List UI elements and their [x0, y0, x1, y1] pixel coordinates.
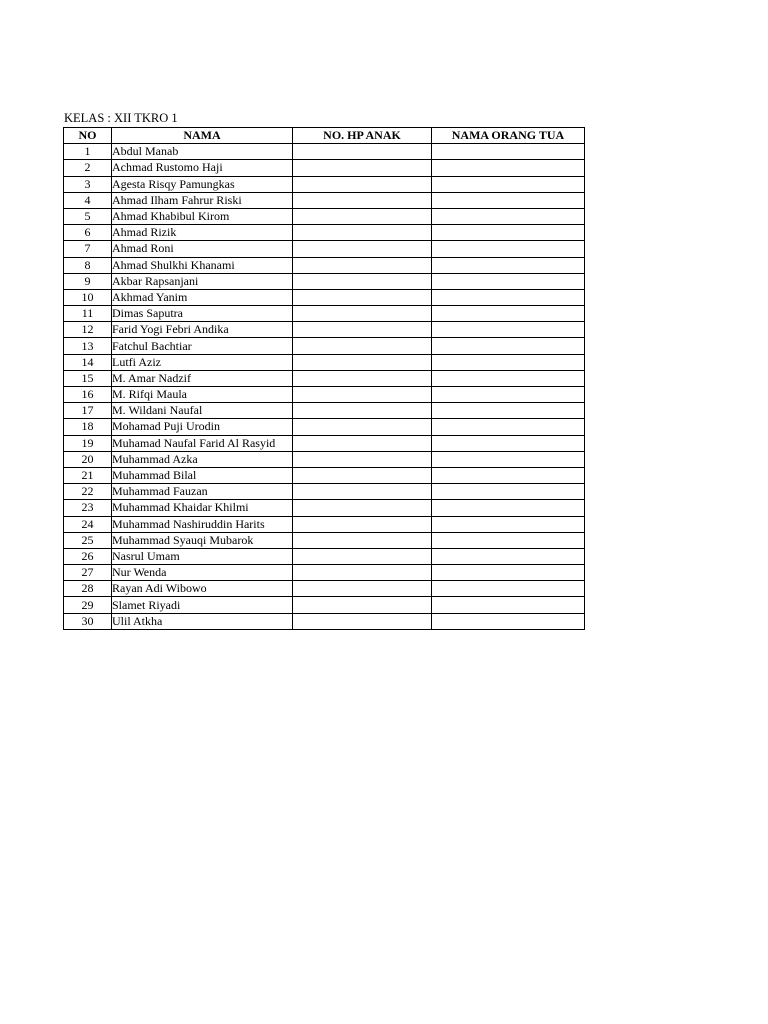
cell-hp-anak [293, 176, 432, 192]
cell-nama-orang-tua [432, 289, 585, 305]
cell-hp-anak [293, 451, 432, 467]
cell-no: 1 [64, 144, 112, 160]
table-row [64, 565, 585, 581]
table-row [64, 273, 585, 289]
header-no: NO [64, 128, 112, 144]
cell-no: 23 [64, 500, 112, 516]
cell-nama: Muhammad Bilal [112, 467, 293, 483]
table-row [64, 548, 585, 564]
cell-hp-anak [293, 225, 432, 241]
cell-no: 7 [64, 241, 112, 257]
cell-nama: Nasrul Umam [112, 548, 293, 564]
cell-no: 27 [64, 565, 112, 581]
table-row [64, 597, 585, 613]
table-row [64, 451, 585, 467]
cell-no: 2 [64, 160, 112, 176]
cell-nama: Akhmad Yanim [112, 289, 293, 305]
cell-no: 6 [64, 225, 112, 241]
cell-nama: Agesta Risqy Pamungkas [112, 176, 293, 192]
cell-no: 3 [64, 176, 112, 192]
cell-nama: Muhammad Azka [112, 451, 293, 467]
table-row [64, 484, 585, 500]
cell-no: 12 [64, 322, 112, 338]
header-nama-orang-tua: NAMA ORANG TUA [432, 128, 585, 144]
cell-hp-anak [293, 306, 432, 322]
cell-nama-orang-tua [432, 257, 585, 273]
table-row [64, 176, 585, 192]
cell-nama: M. Amar Nadzif [112, 370, 293, 386]
table-row [64, 354, 585, 370]
cell-hp-anak [293, 548, 432, 564]
header-nama: NAMA [112, 128, 293, 144]
table-row [64, 289, 585, 305]
table-row [64, 516, 585, 532]
cell-nama-orang-tua [432, 403, 585, 419]
cell-hp-anak [293, 257, 432, 273]
cell-nama-orang-tua [432, 548, 585, 564]
cell-nama: Farid Yogi Febri Andika [112, 322, 293, 338]
cell-no: 15 [64, 370, 112, 386]
cell-nama: Ahmad Rizik [112, 225, 293, 241]
cell-hp-anak [293, 613, 432, 629]
table-row [64, 370, 585, 386]
cell-hp-anak [293, 273, 432, 289]
class-label: KELAS : XII TKRO 1 [64, 111, 178, 125]
cell-nama-orang-tua [432, 516, 585, 532]
cell-nama: Dimas Saputra [112, 306, 293, 322]
table-row [64, 532, 585, 548]
cell-nama: Muhamad Naufal Farid Al Rasyid [112, 435, 293, 451]
cell-hp-anak [293, 500, 432, 516]
cell-hp-anak [293, 192, 432, 208]
cell-nama-orang-tua [432, 338, 585, 354]
cell-hp-anak [293, 241, 432, 257]
cell-hp-anak [293, 370, 432, 386]
table-row [64, 306, 585, 322]
cell-no: 10 [64, 289, 112, 305]
table-body [64, 144, 585, 630]
cell-hp-anak [293, 208, 432, 224]
cell-nama: Ahmad Khabibul Kirom [112, 208, 293, 224]
table-row [64, 241, 585, 257]
cell-no: 25 [64, 532, 112, 548]
cell-nama: Muhammad Fauzan [112, 484, 293, 500]
cell-hp-anak [293, 354, 432, 370]
cell-nama: Ahmad Shulkhi Khanami [112, 257, 293, 273]
table-row [64, 160, 585, 176]
cell-no: 14 [64, 354, 112, 370]
cell-no: 8 [64, 257, 112, 273]
cell-nama: Ahmad Ilham Fahrur Riski [112, 192, 293, 208]
cell-nama-orang-tua [432, 176, 585, 192]
cell-nama-orang-tua [432, 160, 585, 176]
cell-hp-anak [293, 516, 432, 532]
cell-nama-orang-tua [432, 241, 585, 257]
cell-nama-orang-tua [432, 208, 585, 224]
cell-nama-orang-tua [432, 451, 585, 467]
table-row [64, 419, 585, 435]
cell-no: 28 [64, 581, 112, 597]
table-row [64, 225, 585, 241]
table-row [64, 257, 585, 273]
cell-nama: Muhammad Nashiruddin Harits [112, 516, 293, 532]
cell-no: 26 [64, 548, 112, 564]
header-hp-anak: NO. HP ANAK [293, 128, 432, 144]
table-header-row [64, 128, 585, 144]
cell-nama: Akbar Rapsanjani [112, 273, 293, 289]
cell-nama-orang-tua [432, 565, 585, 581]
cell-no: 11 [64, 306, 112, 322]
table-row [64, 467, 585, 483]
cell-nama: Mohamad Puji Urodin [112, 419, 293, 435]
cell-nama-orang-tua [432, 387, 585, 403]
cell-nama: M. Wildani Naufal [112, 403, 293, 419]
table-row [64, 322, 585, 338]
cell-hp-anak [293, 467, 432, 483]
cell-hp-anak [293, 403, 432, 419]
cell-hp-anak [293, 338, 432, 354]
cell-nama-orang-tua [432, 484, 585, 500]
cell-no: 29 [64, 597, 112, 613]
cell-no: 22 [64, 484, 112, 500]
cell-nama: M. Rifqi Maula [112, 387, 293, 403]
cell-hp-anak [293, 160, 432, 176]
cell-hp-anak [293, 581, 432, 597]
table-row [64, 192, 585, 208]
table-row [64, 581, 585, 597]
cell-hp-anak [293, 144, 432, 160]
cell-no: 20 [64, 451, 112, 467]
cell-nama-orang-tua [432, 467, 585, 483]
cell-nama-orang-tua [432, 192, 585, 208]
cell-hp-anak [293, 289, 432, 305]
cell-no: 30 [64, 613, 112, 629]
cell-nama: Lutfi Aziz [112, 354, 293, 370]
cell-no: 21 [64, 467, 112, 483]
table-row [64, 338, 585, 354]
cell-nama-orang-tua [432, 354, 585, 370]
cell-nama: Abdul Manab [112, 144, 293, 160]
cell-nama: Achmad Rustomo Haji [112, 160, 293, 176]
cell-no: 19 [64, 435, 112, 451]
cell-no: 17 [64, 403, 112, 419]
cell-nama-orang-tua [432, 419, 585, 435]
cell-no: 24 [64, 516, 112, 532]
table-row [64, 500, 585, 516]
cell-nama: Ahmad Roni [112, 241, 293, 257]
cell-hp-anak [293, 484, 432, 500]
cell-nama: Muhammad Khaidar Khilmi [112, 500, 293, 516]
cell-nama-orang-tua [432, 581, 585, 597]
cell-nama: Nur Wenda [112, 565, 293, 581]
cell-hp-anak [293, 565, 432, 581]
table-row [64, 144, 585, 160]
cell-no: 18 [64, 419, 112, 435]
cell-hp-anak [293, 419, 432, 435]
cell-nama-orang-tua [432, 144, 585, 160]
table-row [64, 208, 585, 224]
cell-no: 9 [64, 273, 112, 289]
table-row [64, 387, 585, 403]
cell-no: 13 [64, 338, 112, 354]
cell-nama: Muhammad Syauqi Mubarok [112, 532, 293, 548]
table-row [64, 403, 585, 419]
cell-nama-orang-tua [432, 613, 585, 629]
table-row [64, 613, 585, 629]
cell-nama: Ulil Atkha [112, 613, 293, 629]
cell-no: 16 [64, 387, 112, 403]
cell-nama-orang-tua [432, 225, 585, 241]
cell-nama-orang-tua [432, 532, 585, 548]
cell-nama-orang-tua [432, 322, 585, 338]
cell-no: 5 [64, 208, 112, 224]
cell-hp-anak [293, 322, 432, 338]
cell-hp-anak [293, 532, 432, 548]
cell-nama: Rayan Adi Wibowo [112, 581, 293, 597]
cell-nama: Slamet Riyadi [112, 597, 293, 613]
cell-nama-orang-tua [432, 306, 585, 322]
cell-hp-anak [293, 387, 432, 403]
cell-nama: Fatchul Bachtiar [112, 338, 293, 354]
table-row [64, 435, 585, 451]
cell-nama-orang-tua [432, 273, 585, 289]
cell-nama-orang-tua [432, 597, 585, 613]
cell-hp-anak [293, 435, 432, 451]
cell-nama-orang-tua [432, 435, 585, 451]
cell-hp-anak [293, 597, 432, 613]
cell-nama-orang-tua [432, 500, 585, 516]
cell-nama-orang-tua [432, 370, 585, 386]
cell-no: 4 [64, 192, 112, 208]
student-table [63, 127, 585, 630]
